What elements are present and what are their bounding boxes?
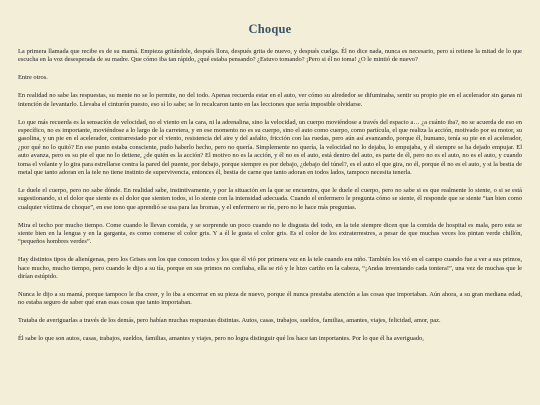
paragraph-4: Lo que más recuerda es la sensación de velocidad, no el viento en la cara, ni la adrenalina, sino la velocidad, un cuerpo moviéndose a través del espacio a… ¿a cuánto iba?, no se acuerda de eso en específico, no es importante, moviéndose a lo largo de la carretera, y en ese momento no es su cuerpo, sino el auto como cuerpo, como partícula, el que realiza la acción, motivado por su motor, su gasolina, y un pie en el acelerador, contrarrestado por el viento, resistencia del aire y del asfalto, fricción con las ruedas, pero aún así avanzando, porque él, humano, tenía su pie en el acelerador, ¿por qué no lo quitó? En ese punto estaba consciente, pudo haberlo hecho, pero no quería. Simplemente no quería, la velocidad no lo dejaba, lo empujaba, y él siempre se ha dejado empujar. El auto avanza, pero es su pie el que no lo detiene, ¿de quién es la acción? El motivo no es la acción, y él no es el auto, está dentro del auto, es parte de él, pero no es el auto, no es el auto, y cuando toma el volante y lo gira para estrellarse contra la pared del puente, por debajo, porque siempre es por debajo, ¿debajo del túnel?, es el auto el que gira, no él, porque él no es el auto, y si la bestia de metal que tanto adoran en la tele no tiene instinto de supervivencia, entonces él, bestia de carne que tanto adoran en todos lados, tampoco necesita tenerla.	[18, 118, 522, 176]
paragraph-8: Nunca le dijo a su mamá, porque tampoco le iba creer, y lo iba a encerrar en su pieza de nuevo, porque él nunca prestaba atención a las cosas que importaban. Aún ahora, a su gran mediana edad, no estaba seguro de saber qué eran esas cosas que tanto importaban.	[18, 291, 522, 307]
paragraph-3: En realidad no sabe las respuestas, su mente no se lo permite, no del todo. Apenas recuerda estar en el auto, ver cómo su alrededor se difuminaba, sentir su propio pie en el acelerador sin ganas ni intención de levantarlo. Llevaba el cinturón puesto, eso sí lo sabe; se lo recalcaron tanto en las lecciones que sería imposible olvidarse.	[18, 92, 522, 108]
paragraph-2: Entre otros.	[18, 74, 48, 82]
paragraph-7: Hay distintos tipos de alienígenas, pero los Grises son los que conocen todos y los que él vió por primera vez en la tele cuando era niño. También los vió en el campo cuando fue a ver a sus primos, hace mucho, mucho tiempo, pero cuando le dijo a su tía, porque en sus primos no confiaba, ella se rió y le hizo cariño en la cabeza, “¡Andas inventando cada tontera!”, una vez de muchas que le dirían estúpido.	[18, 256, 522, 281]
paragraph-5: Le duele el cuerpo, pero no sabe dónde. En realidad sabe, instintivamente, y por la situación en la que se encuentra, que le duele el cuerpo, pero no sabe si es que realmente lo siente, o si se está sugestionando, si el dolor que siente es el dolor que sienten todos, si lo siente con la intensidad adecuada. Cuando el enfermero le pregunta cómo se siente, él responde que se siente “tan bien como cualquier víctima de choque”, en ese tono que aprendió se usa para las bromas, y el enfermero se ríe, pero no le hace más preguntas.	[18, 186, 522, 211]
paragraph-6: Mira el techo por mucho tiempo. Come cuando le llevan comida, y se sorprende un poco cuando no le disgusta del todo, en la tele siempre dicen que la comida de hospital es mala, pero esta se siente bien en la lengua y en la garganta, es como comerse el color gris. Y a él le gusta el color gris. Es el color de los extraterrestres, a pesar de que muchas veces los pintan verde chillón, “pequeños hombres verdes”.	[18, 221, 522, 246]
paragraph-10: Él sabe lo que son autos, casas, trabajos, sueldos, familias, amantes y viajes, pero no logra distinguir qué los hace tan importantes. Por lo que él ha averiguado,	[18, 335, 424, 343]
paragraph-9: Trataba de averiguarlas a través de los demás, pero habían muchas respuestas distintas. Autos, casas, trabajos, sueldos, familias, amantes, viajes, felicidad, amor, paz.	[18, 317, 441, 325]
page-title: Choque	[248, 22, 292, 36]
paragraph-1: La primera llamada que recibe es de su mamá. Empieza gritándole, después llora, después grita de nuevo, y después cuelga. Él no dice nada, nunca es necesario, pero sí retiene la mitad de lo que escucha en la voz desesperada de su madre. Que cómo iba tan rápido, ¿qué estaba pensando? ¿Estuvo tomando? ¡Pero si él no toma! ¿O le mintió de nuevo?	[18, 48, 522, 64]
